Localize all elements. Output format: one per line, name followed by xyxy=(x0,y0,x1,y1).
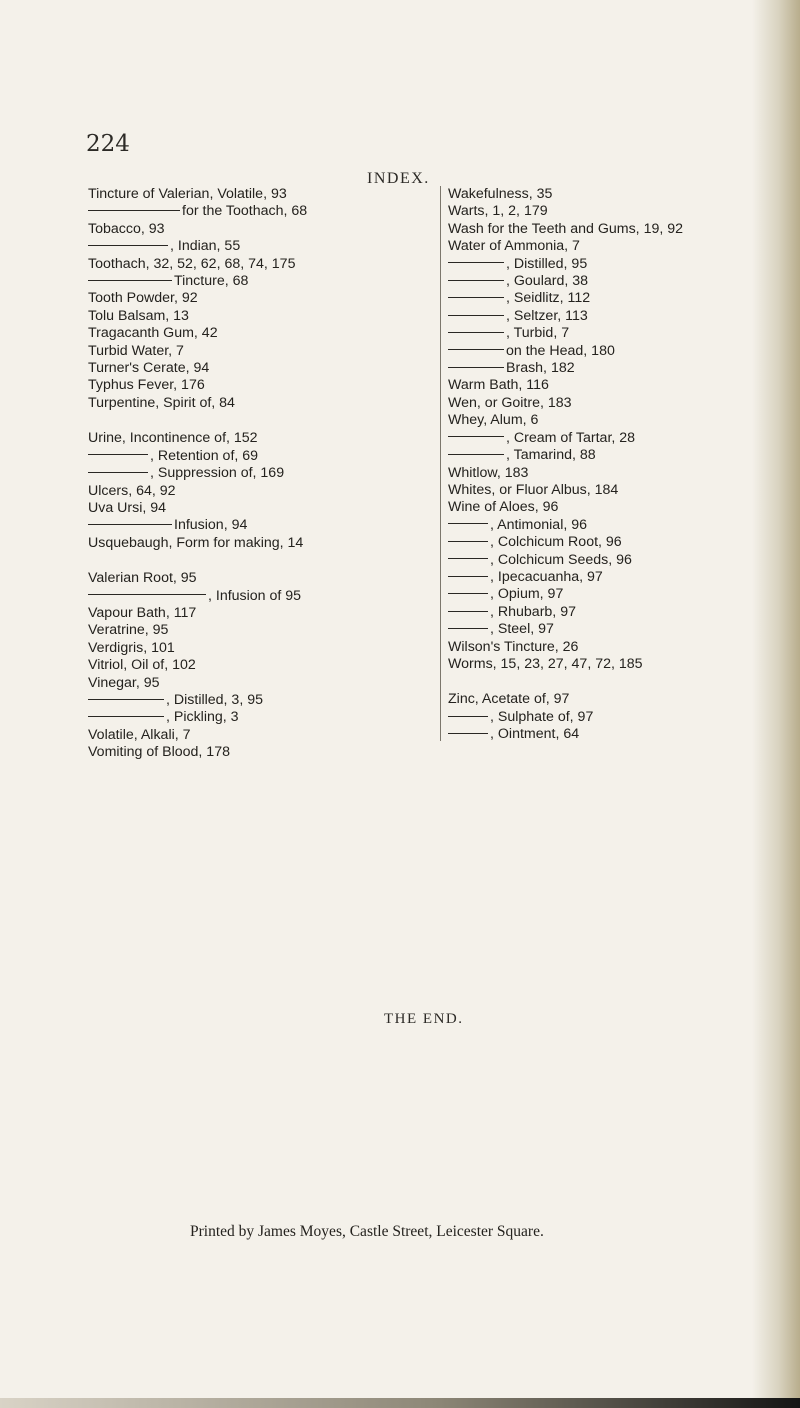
index-entry xyxy=(88,186,418,203)
index-entry-text: , Distilled, 3, 95 xyxy=(166,691,263,708)
index-entry xyxy=(88,273,418,290)
ditto-dash xyxy=(88,454,148,455)
ditto-dash xyxy=(88,594,206,595)
index-entry-text: Tragacanth Gum, 42 xyxy=(88,325,218,342)
index-entry xyxy=(448,709,788,726)
index-column-right xyxy=(440,186,788,741)
index-entry xyxy=(88,238,418,255)
ditto-dash xyxy=(448,611,488,612)
index-entry xyxy=(88,308,418,325)
running-head: INDEX. xyxy=(367,170,430,187)
index-entry xyxy=(88,360,418,377)
ditto-dash xyxy=(448,558,488,559)
index-entry-text: , Indian, 55 xyxy=(170,238,241,255)
index-entry xyxy=(88,203,418,220)
index-column-left xyxy=(88,186,418,762)
index-entry xyxy=(88,430,418,447)
ditto-dash xyxy=(88,716,164,717)
ditto-dash xyxy=(88,280,172,281)
ditto-dash xyxy=(88,245,168,246)
index-entry xyxy=(88,709,418,726)
index-entry xyxy=(448,656,788,673)
index-entry-text: Water of Ammonia, 7 xyxy=(448,238,580,255)
index-entry-text: on the Head, 180 xyxy=(506,342,615,359)
index-entry-text: Wash for the Teeth and Gums, 19, 92 xyxy=(448,220,684,237)
ditto-dash xyxy=(448,349,504,350)
index-entry-text: Wine of Aloes, 96 xyxy=(448,499,559,516)
index-entry-text: Verdigris, 101 xyxy=(88,639,175,656)
ditto-dash xyxy=(88,472,148,473)
section-gap xyxy=(88,412,418,430)
index-entry-text: Tincture, 68 xyxy=(174,273,249,290)
section-gap xyxy=(448,673,788,691)
index-entry xyxy=(448,203,788,220)
index-entry-text: Turbid Water, 7 xyxy=(88,342,184,359)
index-entry-text: Uva Ursi, 94 xyxy=(88,499,167,516)
index-entry xyxy=(88,675,418,692)
index-entry xyxy=(448,377,788,394)
index-entry xyxy=(448,482,788,499)
index-entry-text: Whites, or Fluor Albus, 184 xyxy=(448,481,619,498)
index-entry xyxy=(448,569,788,586)
index-entry-text: Turpentine, Spirit of, 84 xyxy=(88,394,235,411)
section-gap xyxy=(88,552,418,570)
index-entry-text: Whitlow, 183 xyxy=(448,464,529,481)
index-entry xyxy=(448,273,788,290)
index-entry-text: Wakefulness, 35 xyxy=(448,186,553,202)
index-entry xyxy=(88,500,418,517)
index-entry-text: Toothach, 32, 52, 62, 68, 74, 175 xyxy=(88,255,296,272)
ditto-dash xyxy=(448,367,504,368)
ditto-dash xyxy=(448,523,488,524)
index-entry-text: , Cream of Tartar, 28 xyxy=(506,429,636,446)
index-entry-text: , Rhubarb, 97 xyxy=(490,603,576,620)
index-entry-text: , Suppression of, 169 xyxy=(150,465,285,482)
index-entry-text: , Retention of, 69 xyxy=(150,447,259,464)
index-entry-text: Urine, Incontinence of, 152 xyxy=(88,430,258,447)
ditto-dash xyxy=(88,524,172,525)
index-entry xyxy=(448,691,788,708)
index-entry xyxy=(88,448,418,465)
index-entry-text: , Steel, 97 xyxy=(490,621,554,638)
index-entry-text: Typhus Fever, 176 xyxy=(88,377,205,394)
index-entry xyxy=(448,343,788,360)
index-entry xyxy=(448,586,788,603)
index-entry-text: , Ointment, 64 xyxy=(490,726,580,743)
index-entry xyxy=(88,483,418,500)
index-entry-text: , Opium, 97 xyxy=(490,586,564,603)
index-entry-text: Wen, or Goitre, 183 xyxy=(448,394,572,411)
index-entry-text: , Antimonial, 96 xyxy=(490,516,588,533)
index-entry-text: , Sulphate of, 97 xyxy=(490,708,594,725)
index-entry-text: , Pickling, 3 xyxy=(166,709,239,726)
index-entry xyxy=(448,534,788,551)
index-entry xyxy=(448,639,788,656)
index-entry xyxy=(448,499,788,516)
index-entry xyxy=(448,308,788,325)
index-entry-text: Vinegar, 95 xyxy=(88,674,160,691)
index-entry xyxy=(88,727,418,744)
index-entry-text: Usquebaugh, Form for making, 14 xyxy=(88,534,304,551)
index-entry xyxy=(448,604,788,621)
ditto-dash xyxy=(448,593,488,594)
index-entry xyxy=(448,430,788,447)
index-entry-text: , Colchicum Seeds, 96 xyxy=(490,551,632,568)
ditto-dash xyxy=(448,280,504,281)
index-entry xyxy=(88,622,418,639)
index-entry xyxy=(448,395,788,412)
index-entry xyxy=(448,465,788,482)
index-entry xyxy=(448,517,788,534)
index-entry xyxy=(88,517,418,534)
index-entry xyxy=(88,221,418,238)
ditto-dash xyxy=(448,332,504,333)
ditto-dash xyxy=(448,297,504,298)
index-entry-text: Ulcers, 64, 92 xyxy=(88,482,176,499)
index-entry xyxy=(448,360,788,377)
index-entry-text: Wilson's Tincture, 26 xyxy=(448,638,579,655)
ditto-dash xyxy=(88,210,180,211)
index-entry xyxy=(448,325,788,342)
ditto-dash xyxy=(88,699,164,700)
index-entry-text: , Turbid, 7 xyxy=(506,325,570,342)
index-entry xyxy=(88,535,418,552)
index-entry xyxy=(88,692,418,709)
index-entry-text: Valerian Root, 95 xyxy=(88,570,197,587)
ditto-dash xyxy=(448,262,504,263)
index-entry xyxy=(88,657,418,674)
ditto-dash xyxy=(448,733,488,734)
index-entry xyxy=(448,552,788,569)
index-entry-text: Volatile, Alkali, 7 xyxy=(88,726,191,743)
index-entry-text: Zinc, Acetate of, 97 xyxy=(448,691,570,708)
index-entry xyxy=(88,465,418,482)
index-entry-text: Warm Bath, 116 xyxy=(448,377,549,394)
index-entry xyxy=(88,570,418,587)
index-entry xyxy=(448,186,788,203)
ditto-dash xyxy=(448,436,504,437)
index-entry-text: Tooth Powder, 92 xyxy=(88,290,198,307)
index-entry-text: , Goulard, 38 xyxy=(506,273,589,290)
ditto-dash xyxy=(448,716,488,717)
ditto-dash xyxy=(448,454,504,455)
index-entry-text: , Seltzer, 113 xyxy=(506,307,588,324)
index-entry-text: Vomiting of Blood, 178 xyxy=(88,744,230,761)
ditto-dash xyxy=(448,541,488,542)
printer-imprint: Printed by James Moyes, Castle Street, Leicester Square. xyxy=(190,1223,544,1240)
ditto-dash xyxy=(448,315,504,316)
index-entry xyxy=(88,640,418,657)
ditto-dash xyxy=(448,576,488,577)
index-entry xyxy=(88,605,418,622)
index-entry-text: , Infusion of 95 xyxy=(208,587,302,604)
index-entry xyxy=(448,447,788,464)
index-entry xyxy=(88,256,418,273)
the-end-text: THE END. xyxy=(384,1011,464,1027)
index-entry-text: Worms, 15, 23, 27, 47, 72, 185 xyxy=(448,655,643,672)
index-entry-text: Whey, Alum, 6 xyxy=(448,412,539,429)
index-entry-text: Vapour Bath, 117 xyxy=(88,604,197,621)
index-entry-text: , Tamarind, 88 xyxy=(506,447,596,464)
index-entry-text: , Colchicum Root, 96 xyxy=(490,534,622,551)
index-entry-text: Tincture of Valerian, Volatile, 93 xyxy=(88,186,287,202)
index-entry xyxy=(88,395,418,412)
index-entry xyxy=(448,726,788,743)
index-entry-text: , Ipecacuanha, 97 xyxy=(490,568,603,585)
bottom-edge-band xyxy=(0,1398,800,1408)
index-entry xyxy=(448,256,788,273)
index-entry xyxy=(448,238,788,255)
index-entry-text: for the Toothach, 68 xyxy=(182,203,308,220)
index-entry xyxy=(88,377,418,394)
index-entry xyxy=(88,290,418,307)
index-entry-text: Infusion, 94 xyxy=(174,517,248,534)
index-entry xyxy=(88,744,418,761)
index-entry xyxy=(448,412,788,429)
index-entry xyxy=(88,588,418,605)
index-entry-text: Warts, 1, 2, 179 xyxy=(448,203,548,220)
ditto-dash xyxy=(448,628,488,629)
index-entry xyxy=(448,290,788,307)
index-entry-text: Turner's Cerate, 94 xyxy=(88,360,210,377)
index-entry xyxy=(88,325,418,342)
index-entry xyxy=(88,343,418,360)
index-entry-text: Brash, 182 xyxy=(506,360,575,377)
index-entry-text: Veratrine, 95 xyxy=(88,622,169,639)
index-entry-text: Tobacco, 93 xyxy=(88,220,165,237)
index-entry xyxy=(448,221,788,238)
index-entry-text: Tolu Balsam, 13 xyxy=(88,307,189,324)
index-entry-text: , Seidlitz, 112 xyxy=(506,290,591,307)
page-number: 224 xyxy=(86,131,130,157)
index-entry-text: , Distilled, 95 xyxy=(506,255,588,272)
index-entry-text: Vitriol, Oil of, 102 xyxy=(88,657,196,674)
index-entry xyxy=(448,621,788,638)
